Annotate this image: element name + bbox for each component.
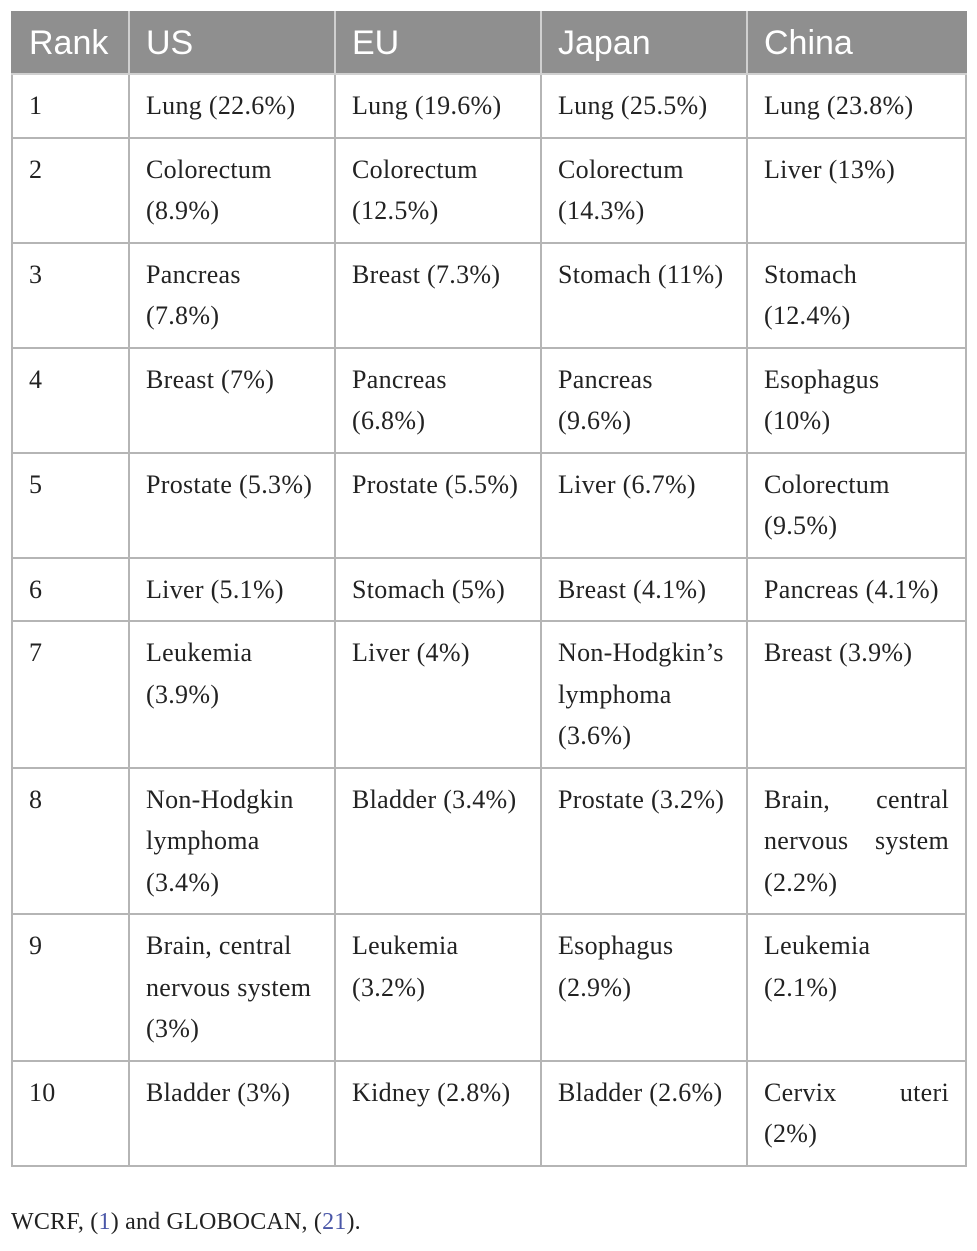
table-row	[12, 914, 966, 1061]
cell-eu: Lung (19.6%)	[335, 74, 541, 138]
cell-eu: Breast (7.3%)	[335, 243, 541, 348]
cell-us: Leukemia (3.9%)	[129, 621, 335, 768]
cell-eu: Stomach (5%)	[335, 558, 541, 622]
cell-us: Bladder (3%)	[129, 1061, 335, 1166]
cell-us: Prostate (5.3%)	[129, 453, 335, 558]
cell-rank: 8	[12, 768, 129, 915]
header-eu: EU	[335, 12, 541, 74]
cell-japan: Colorectum (14.3%)	[541, 138, 747, 243]
cell-japan: Esophagus (2.9%)	[541, 914, 747, 1061]
cell-rank: 3	[12, 243, 129, 348]
footnote-suffix: ).	[346, 1209, 361, 1235]
header-china: China	[747, 12, 966, 74]
cell-china: Colorectum (9.5%)	[747, 453, 966, 558]
cell-china: Breast (3.9%)	[747, 621, 966, 768]
cell-us: Pancreas (7.8%)	[129, 243, 335, 348]
cell-china: Stomach (12.4%)	[747, 243, 966, 348]
cell-rank: 7	[12, 621, 129, 768]
cell-japan: Non-Hodgkin’s lymphoma (3.6%)	[541, 621, 747, 768]
cell-china: Pancreas (4.1%)	[747, 558, 966, 622]
cancer-mortality-table	[11, 11, 967, 1167]
cell-eu: Prostate (5.5%)	[335, 453, 541, 558]
cell-japan: Liver (6.7%)	[541, 453, 747, 558]
cell-us: Breast (7%)	[129, 348, 335, 453]
cell-eu: Colorectum (12.5%)	[335, 138, 541, 243]
cell-china: Liver (13%)	[747, 138, 966, 243]
table-row	[12, 138, 966, 243]
cell-eu: Liver (4%)	[335, 621, 541, 768]
header-us: US	[129, 12, 335, 74]
table-row	[12, 74, 966, 138]
cancer-mortality-table-container	[11, 11, 965, 1167]
cell-japan: Breast (4.1%)	[541, 558, 747, 622]
cell-japan: Pancreas (9.6%)	[541, 348, 747, 453]
footnote-middle: ) and GLOBOCAN, (	[110, 1209, 323, 1235]
cell-us: Colorectum (8.9%)	[129, 138, 335, 243]
cell-rank: 6	[12, 558, 129, 622]
cell-japan: Bladder (2.6%)	[541, 1061, 747, 1166]
cell-china: Brain, central nervous system (2.2%)	[747, 768, 966, 915]
cell-china: Leukemia (2.1%)	[747, 914, 966, 1061]
cell-rank: 5	[12, 453, 129, 558]
reference-link-1[interactable]: 1	[98, 1209, 111, 1235]
cell-us: Liver (5.1%)	[129, 558, 335, 622]
table-row	[12, 453, 966, 558]
cell-eu: Bladder (3.4%)	[335, 768, 541, 915]
table-row	[12, 348, 966, 453]
cell-rank: 4	[12, 348, 129, 453]
cell-rank: 1	[12, 74, 129, 138]
reference-link-21[interactable]: 21	[322, 1209, 347, 1235]
cell-japan: Stomach (11%)	[541, 243, 747, 348]
cell-eu: Pancreas (6.8%)	[335, 348, 541, 453]
table-row	[12, 243, 966, 348]
cell-us: Lung (22.6%)	[129, 74, 335, 138]
table-footnote	[11, 1209, 361, 1236]
cell-japan: Prostate (3.2%)	[541, 768, 747, 915]
table-row	[12, 621, 966, 768]
header-rank: Rank	[12, 12, 129, 74]
cell-china: Esophagus (10%)	[747, 348, 966, 453]
cell-rank: 2	[12, 138, 129, 243]
cell-china: Cervix uteri (2%)	[747, 1061, 966, 1166]
table-header-row	[12, 12, 966, 74]
cell-rank: 9	[12, 914, 129, 1061]
cell-us: Brain, central nervous system (3%)	[129, 914, 335, 1061]
cell-rank: 10	[12, 1061, 129, 1166]
cell-eu: Leukemia (3.2%)	[335, 914, 541, 1061]
table-row	[12, 558, 966, 622]
header-japan: Japan	[541, 12, 747, 74]
cell-china: Lung (23.8%)	[747, 74, 966, 138]
table-row	[12, 768, 966, 915]
footnote-prefix: WCRF, (	[11, 1209, 99, 1235]
cell-eu: Kidney (2.8%)	[335, 1061, 541, 1166]
cell-us: Non-Hodgkin lymphoma (3.4%)	[129, 768, 335, 915]
table-row	[12, 1061, 966, 1166]
cell-japan: Lung (25.5%)	[541, 74, 747, 138]
